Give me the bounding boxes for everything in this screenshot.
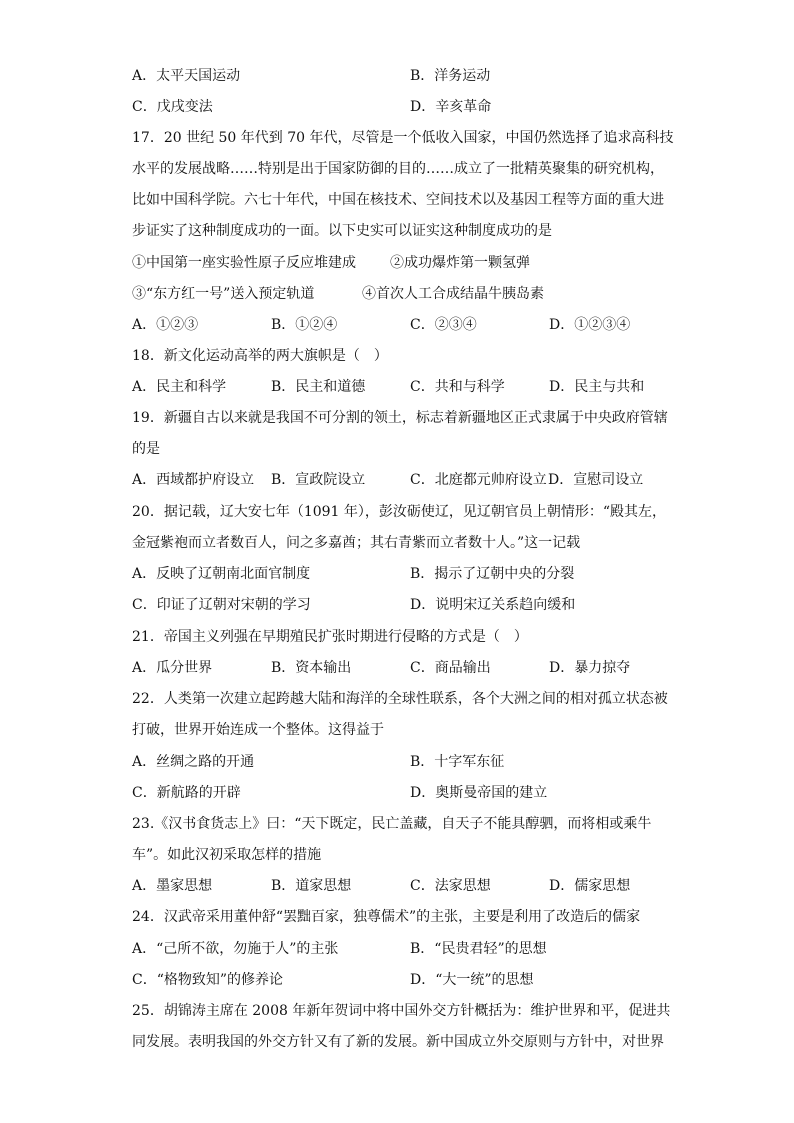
q24-option-a[interactable]: A．“己所不欲，勿施于人”的主张 <box>132 941 339 957</box>
q21-option-a[interactable]: A．瓜分世界 <box>132 660 213 676</box>
q20-stem-line1: 20．据记载，辽大安七年（1091 年），彭汝砺使辽，见辽朝官员上朝情形：“殿其左， <box>132 504 667 520</box>
q16-option-b[interactable]: B．洋务运动 <box>410 68 491 84</box>
q23-option-b[interactable]: B．道家思想 <box>271 878 352 894</box>
q18-option-d[interactable]: D．民主与共和 <box>549 379 645 395</box>
q20-option-a[interactable]: A．反映了辽朝南北面官制度 <box>132 566 311 582</box>
q20-option-c[interactable]: C．印证了辽朝对宋朝的学习 <box>132 597 311 613</box>
q18-option-a[interactable]: A．民主和科学 <box>132 379 227 395</box>
q20-options-row2 <box>132 594 674 616</box>
q20-options-row1 <box>132 563 674 585</box>
q22-option-b[interactable]: B．十字军东征 <box>410 754 505 770</box>
q21-stem: 21．帝国主义列强在早期殖民扩张时期进行侵略的方式是（ ） <box>132 629 528 645</box>
q17-items-row1 <box>132 252 674 274</box>
q23-option-d[interactable]: D．儒家思想 <box>549 878 631 894</box>
q17-stem-line3: 比如中国科学院。六七十年代，中国在核技术、空间技术以及基因工程等方面的重大进 <box>132 192 664 208</box>
q17-option-a[interactable]: A．①②③ <box>132 317 199 333</box>
q18-option-c[interactable]: C．共和与科学 <box>410 379 505 395</box>
q17-stem-line2: 水平的发展战略……特别是出于国家防御的目的……成立了一批精英聚集的研究机构， <box>132 161 664 177</box>
q24-options-row1 <box>132 938 674 960</box>
q17-options <box>132 314 674 336</box>
q18-stem: 18．新文化运动高举的两大旗帜是（ ） <box>132 348 388 364</box>
q23-stem-line2: 车”。如此汉初采取怎样的措施 <box>132 847 322 863</box>
q17-item-4: ④首次人工合成结晶牛胰岛素 <box>362 286 544 302</box>
q19-stem-line2: 的是 <box>132 441 160 457</box>
q17-stem-line4: 步证实了这种制度成功的一面。以下史实可以证实这种制度成功的是 <box>132 223 552 239</box>
q17-item-2: ②成功爆炸第一颗氢弹 <box>390 255 530 271</box>
q23-options <box>132 875 674 897</box>
q16-options-row2 <box>132 96 674 118</box>
q16-option-d[interactable]: D．辛亥革命 <box>410 99 492 115</box>
q19-stem-line1: 19．新疆自古以来就是我国不可分割的领土，标志着新疆地区正式隶属于中央政府管辖 <box>132 410 668 426</box>
q21-option-b[interactable]: B．资本输出 <box>271 660 352 676</box>
q17-option-b[interactable]: B．①②④ <box>271 317 338 333</box>
q16-options-row1 <box>132 65 674 87</box>
q18-option-b[interactable]: B．民主和道德 <box>271 379 366 395</box>
q24-option-d[interactable]: D．“大一统”的思想 <box>410 972 534 988</box>
q22-options-row2 <box>132 782 674 804</box>
q22-option-d[interactable]: D．奥斯曼帝国的建立 <box>410 785 548 801</box>
q21-option-c[interactable]: C．商品输出 <box>410 660 491 676</box>
q16-option-c[interactable]: C．戊戌变法 <box>132 99 213 115</box>
q22-stem-line2: 打破，世界开始连成一个整体。这得益于 <box>132 722 384 738</box>
q25-stem-line1: 25．胡锦涛主席在 2008 年新年贺词中将中国外交方针概括为：维护世界和平，促进共 <box>132 1003 671 1019</box>
q22-options-row1 <box>132 751 674 773</box>
q19-option-c[interactable]: C．北庭都元帅府设立 <box>410 472 547 488</box>
q22-stem-line1: 22．人类第一次建立起跨越大陆和海洋的全球性联系，各个大洲之间的相对孤立状态被 <box>132 691 668 707</box>
q22-option-a[interactable]: A．丝绸之路的开通 <box>132 754 255 770</box>
q17-items-row2 <box>132 283 674 305</box>
q19-option-b[interactable]: B．宣政院设立 <box>271 472 366 488</box>
q20-option-d[interactable]: D．说明宋辽关系趋向缓和 <box>410 597 576 613</box>
q23-stem-line1: 23.《汉书食货志上》曰：“天下既定，民亡盖藏，自天子不能具醇驷，而将相或乘牛 <box>132 816 652 832</box>
q17-option-c[interactable]: C．②③④ <box>410 317 477 333</box>
q18-options <box>132 376 674 398</box>
q23-option-c[interactable]: C．法家思想 <box>410 878 491 894</box>
q19-options <box>132 469 674 491</box>
q24-option-c[interactable]: C．“格物致知”的修养论 <box>132 972 284 988</box>
q19-option-d[interactable]: D．宣慰司设立 <box>548 472 644 488</box>
q17-item-1: ①中国第一座实验性原子反应堆建成 <box>132 255 356 271</box>
q17-stem-line1: 17．20 世纪 50 年代到 70 年代，尽管是一个低收入国家，中国仍然选择了追求高科技 <box>132 130 674 146</box>
q24-options-row2 <box>132 969 674 991</box>
q21-options <box>132 657 674 679</box>
q17-item-3: ③“东方红一号”送入预定轨道 <box>132 286 315 302</box>
q21-option-d[interactable]: D．暴力掠夺 <box>549 660 631 676</box>
q22-option-c[interactable]: C．新航路的开辟 <box>132 785 241 801</box>
q17-option-d[interactable]: D．①②③④ <box>549 317 631 333</box>
q23-option-a[interactable]: A．墨家思想 <box>132 878 213 894</box>
q16-option-a[interactable]: A．太平天国运动 <box>132 68 241 84</box>
q20-stem-line2: 金冠紫袍而立者数百人，问之多嘉酋；其右青紫而立者数十人。”这一记载 <box>132 535 581 551</box>
q24-stem: 24．汉武帝采用董仲舒“罢黜百家，独尊儒术”的主张，主要是利用了改造后的儒家 <box>132 909 641 925</box>
q25-stem-line2: 同发展。表明我国的外交方针又有了新的发展。新中国成立外交原则与方针中，对世界 <box>132 1034 664 1050</box>
q24-option-b[interactable]: B．“民贵君轻”的思想 <box>410 941 547 957</box>
q19-option-a[interactable]: A．西域都护府设立 <box>132 472 255 488</box>
q20-option-b[interactable]: B．揭示了辽朝中央的分裂 <box>410 566 575 582</box>
